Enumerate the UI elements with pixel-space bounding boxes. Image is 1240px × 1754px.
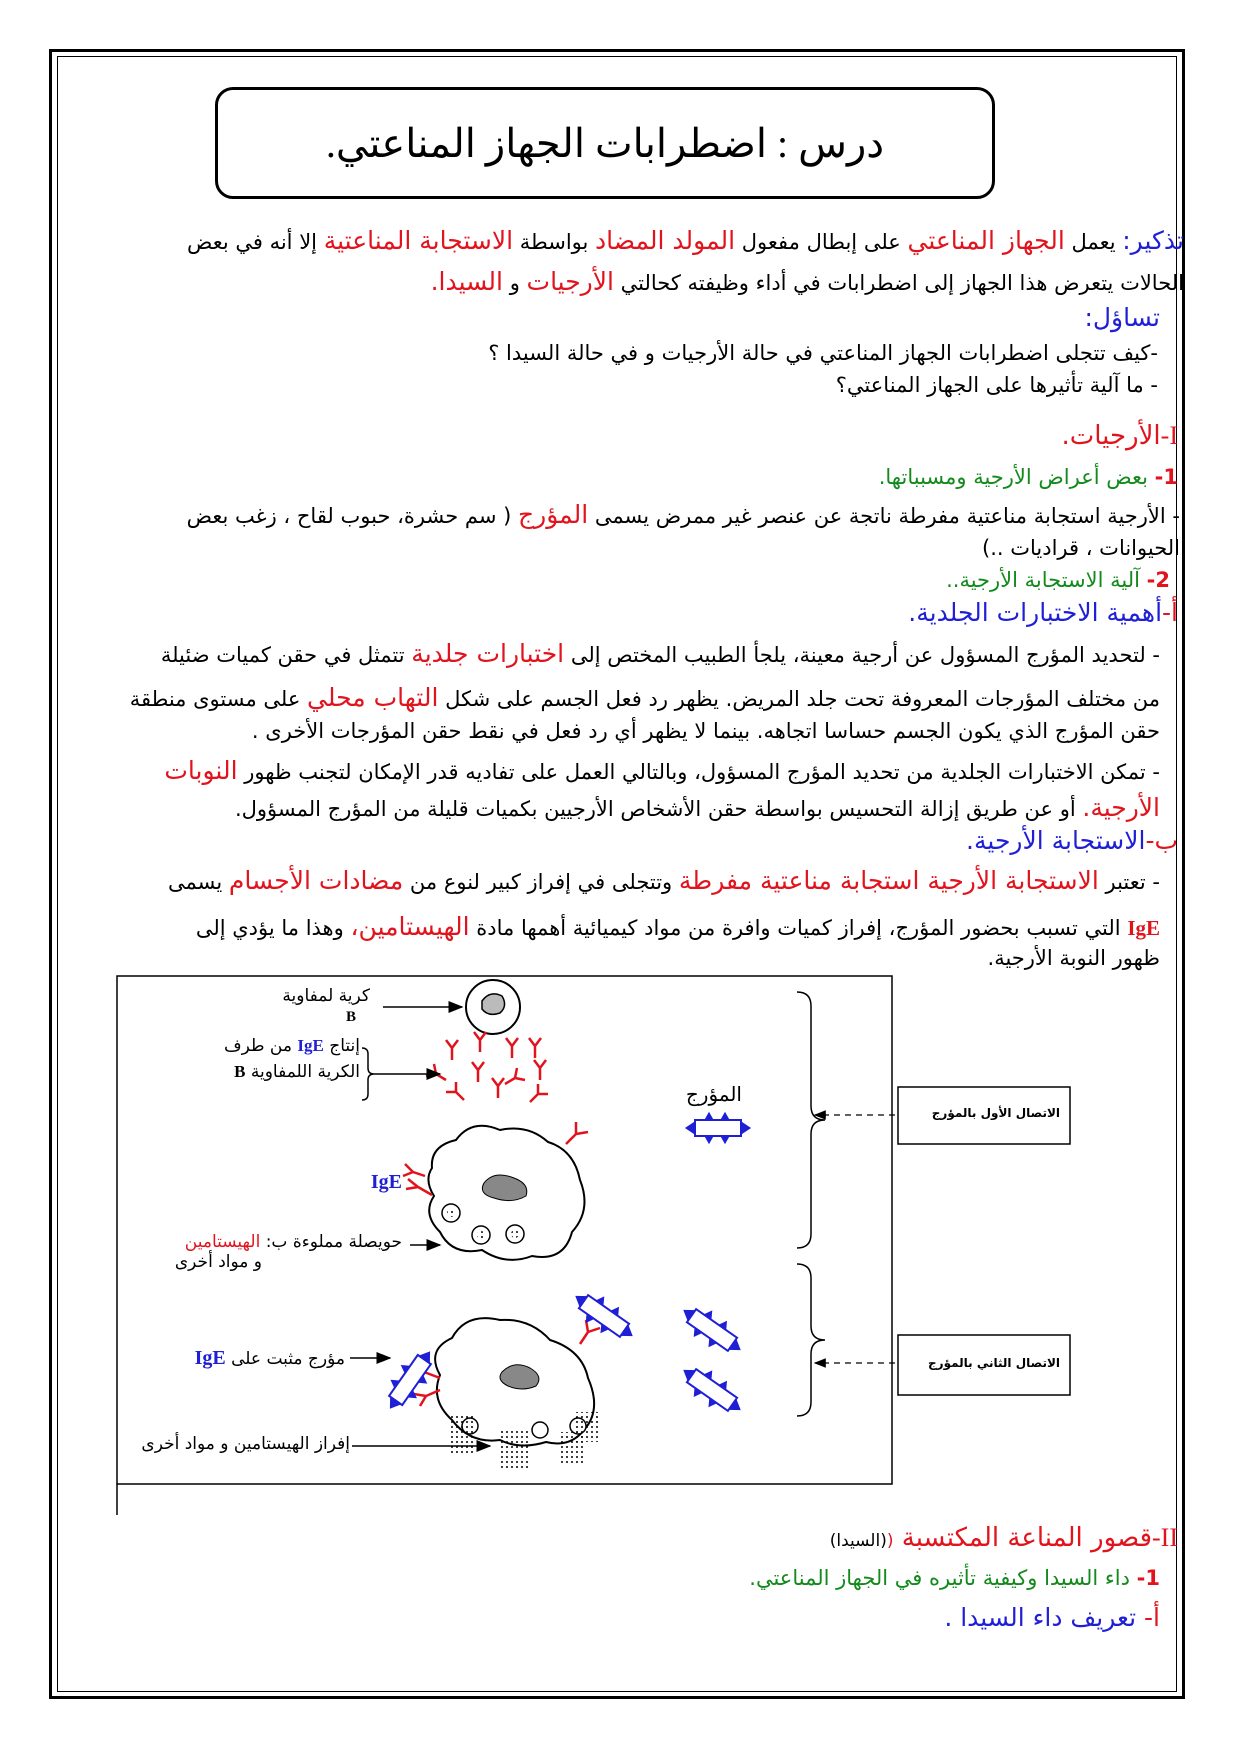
question-2: - ما آلية تأثيرها على الجهاز المناعتي؟ [835, 373, 1158, 397]
b-lymphocyte [466, 980, 520, 1034]
mast-cell-1 [428, 1126, 584, 1260]
brace-second-contact [797, 1264, 825, 1416]
sub-2-heading: 2- آلية الاستجابة الأرجية.. [946, 568, 1170, 592]
para-a1-line-1: - لتحديد المؤرج المسؤول عن أرجية معينة، يلجأ الطبيب المختص إلى اختبارات جلدية تتمثل في حقن كميات ضئيلة [160, 639, 1160, 668]
label-vesicle: حويصلة مملوءة ب: الهيستامين [184, 1232, 402, 1252]
label-second-contact: الاتصال الثاني بالمؤرج [928, 1356, 1060, 1370]
para-b-line-3: ظهور النوبة الأرجية. [987, 946, 1160, 970]
sub-1-heading: 1- بعض أعراض الأرجية ومسبباتها. [878, 465, 1178, 489]
label-production-line-2: الكرية اللمفاوية B [234, 1062, 360, 1082]
para-a1-line-2: من مختلف المؤرجات المعروفة تحت جلد المريض. يظهر رد فعل الجسم على شكل التهاب محلي على مستوى منطقة [129, 683, 1160, 712]
reminder-line-2: الحالات يتعرض هذا الجهاز إلى اضطرابات في أداء وظيفته كحالتي الأرجيات و السيدا. [430, 267, 1184, 296]
fixed-allergen-2 [568, 1284, 641, 1348]
para-a2-line-1: - تمكن الاختبارات الجلدية من تحديد المؤرج المسؤول، وبالتالي العمل على تفاديه قدر الإمكان لتجنب ظهور النوبات [164, 756, 1160, 785]
label-allergen: المؤرج [685, 1082, 742, 1106]
para-b-line-1: - تعتبر الاستجابة الأرجية استجابة مناعتية مفرطة وتتجلى في إفراز كبير لنوع من مضادات الأجسام يسمى [167, 866, 1160, 895]
allergy-def-line-2: الحيوانات ، قراديات ..) [982, 536, 1180, 560]
fixed-allergen-1 [378, 1344, 442, 1417]
label-production: إنتاج IgE من طرف [223, 1036, 360, 1056]
sub-c-heading: أ- تعريف داء السيدا . [944, 1603, 1160, 1632]
para-b-line-2: IgE التي تسبب بحضور المؤرج، إفراز كميات وافرة من مواد كيميائية أهمها مادة الهيستامين، وهذا ما يؤدي إلى [195, 912, 1160, 941]
allergen-shape-1 [686, 1113, 750, 1143]
allergy-def-line-1: - الأرجية استجابة مناعتية مفرطة ناتجة عن عنصر غير ممرض يسمى المؤرج ( سم حشرة، حبوب لقاح ، زغب بعض [186, 500, 1180, 529]
sub-b-heading: ب-الاستجابة الأرجية. [966, 826, 1178, 855]
page-title: درس : اضطرابات الجهاز المناعتي. [215, 87, 995, 199]
sub-3-heading: 1- داء السيدا وكيفية تأثيره في الجهاز المناعتي. [749, 1566, 1160, 1590]
allergen-shape-3 [676, 1358, 749, 1422]
section-2-heading: II-قصور المناعة المكتسبة ((السيدا) [829, 1523, 1178, 1553]
label-other-substances: و مواد أخرى [174, 1252, 262, 1272]
brace-first-contact [797, 992, 825, 1248]
para-a1-line-3: حقن المؤرج الذي يكون الجسم حساسا اتجاهه. بينما لا يظهر أي رد فعل في نقط حقن المؤرجات الأخرى . [251, 719, 1160, 743]
sub-a-heading: أ-أهمية الاختبارات الجلدية. [908, 598, 1178, 627]
label-b-cell: كرية لمفاوية [282, 986, 370, 1006]
section-1-heading: I-الأرجيات. [1061, 421, 1178, 451]
free-ige-antibodies [426, 1032, 548, 1102]
label-ige-bound: IgE [370, 1171, 402, 1193]
question-1: -كيف تتجلى اضطرابات الجهاز المناعتي في حالة الأرجيات و في حالة السيدا ؟ [488, 341, 1158, 365]
allergen-shape-2 [676, 1298, 749, 1362]
para-a2-line-2: الأرجية. أو عن طريق إزالة التحسيس بواسطة حقن الأشخاص الأرجيين بكميات قليلة من المؤرج المسؤول. [234, 793, 1160, 822]
reminder-line-1: تذكير: يعمل الجهاز المناعتي على إبطال مفعول المولد المضاد بواسطة الاستجابة المناعتية إلا أنه في بعض [186, 226, 1184, 255]
question-label: تساؤل: [1084, 303, 1160, 332]
label-fixed-allergen: مؤرج مثبت على IgE [194, 1347, 345, 1369]
label-release: إفراز الهيستامين و مواد أخرى [141, 1434, 350, 1454]
label-first-contact: الاتصال الأول بالمؤرج [931, 1106, 1060, 1120]
label-b-cell-letter: B [345, 1009, 356, 1025]
